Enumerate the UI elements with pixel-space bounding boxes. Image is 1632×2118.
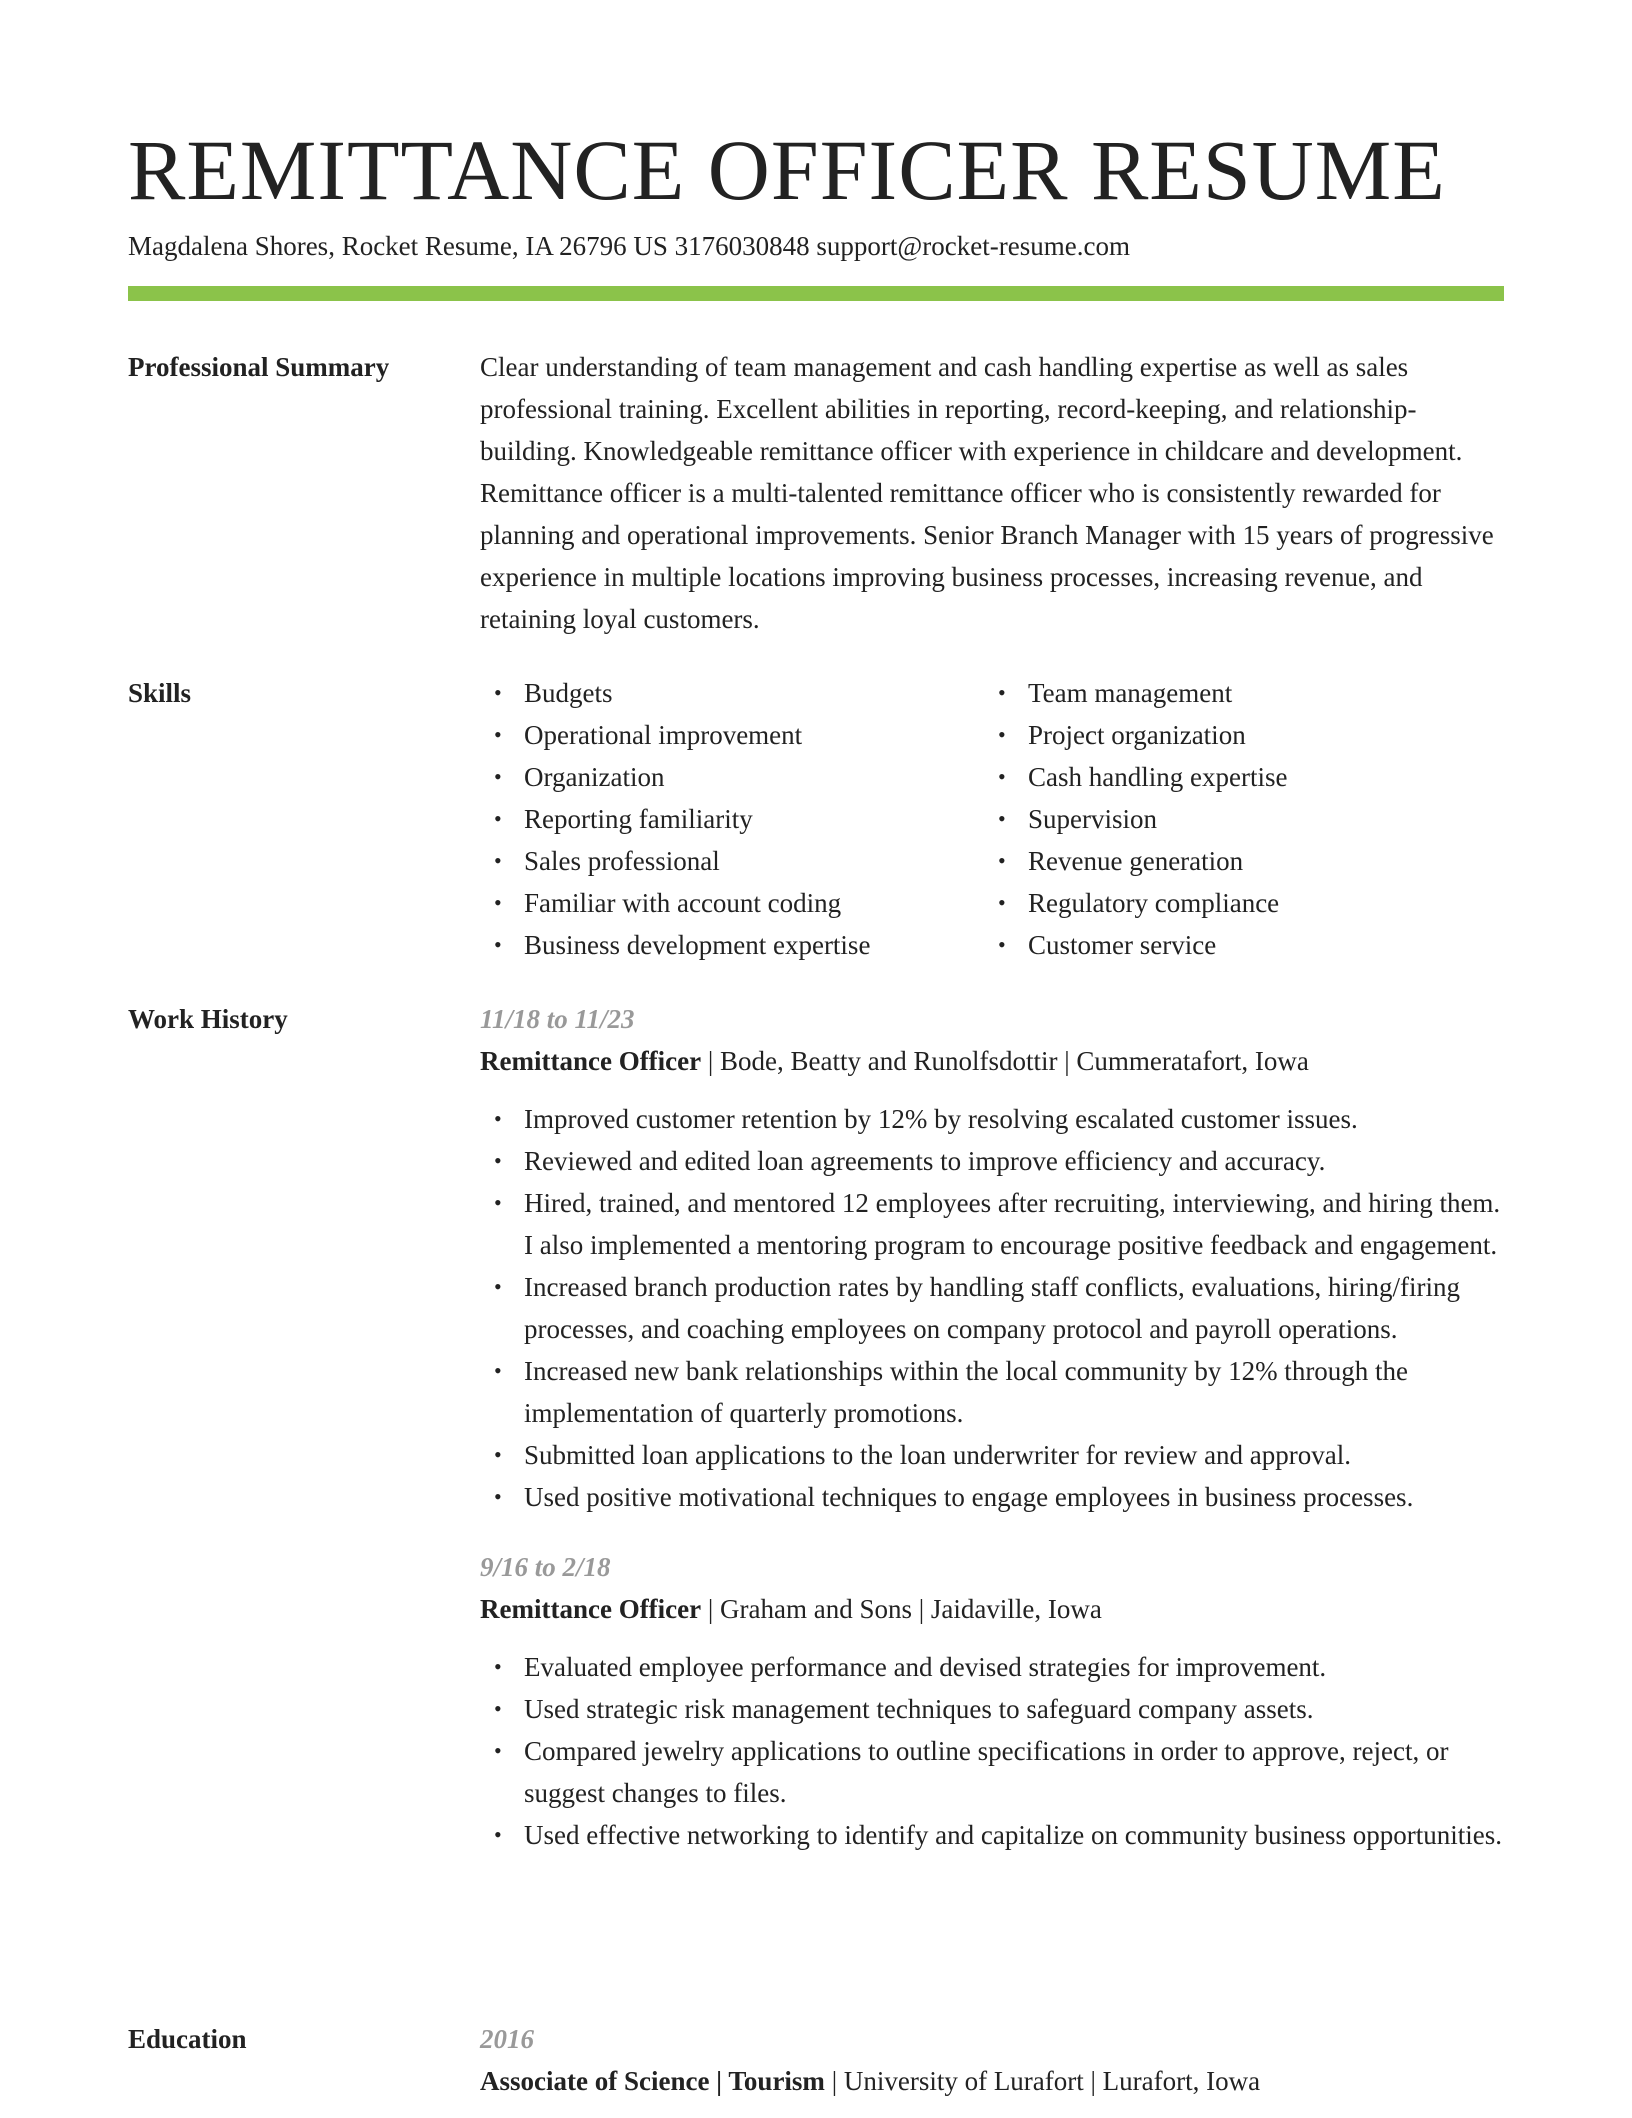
list-item-text: Operational improvement xyxy=(524,720,803,750)
list-item xyxy=(494,1476,1504,1518)
list-item-text: Sales professional xyxy=(524,846,720,876)
job-date: 11/18 to 11/23 xyxy=(480,1004,635,1034)
job-title-line xyxy=(480,1588,1504,1630)
skills-list-right xyxy=(984,672,1488,966)
bullet-icon: • xyxy=(494,806,502,831)
list-item-text: Familiar with account coding xyxy=(524,888,842,918)
list-item xyxy=(998,924,1488,966)
skills-list-left xyxy=(480,672,984,966)
contact-line: Magdalena Shores, Rocket Resume, IA 26796 US 3176030848 support@rocket-resume.com xyxy=(128,231,1130,261)
list-item-text: Reviewed and edited loan agreements to improve efficiency and accuracy. xyxy=(524,1146,1326,1176)
list-item-text: Increased new bank relationships within the local community by 12% through the implementation of quarterly promotions. xyxy=(524,1356,1409,1428)
list-item-text: Project organization xyxy=(1028,720,1246,750)
list-item-text: Compared jewelry applications to outline specifications in order to approve, reject, or suggest changes to files. xyxy=(524,1736,1449,1808)
list-item xyxy=(998,672,1488,714)
bullet-icon: • xyxy=(494,1822,502,1847)
list-item xyxy=(998,840,1488,882)
education-line xyxy=(480,2060,1504,2102)
skills-column-left xyxy=(480,672,984,966)
list-item xyxy=(494,1730,1504,1814)
job-title-line xyxy=(480,1040,1504,1082)
bullet-icon: • xyxy=(494,1106,502,1131)
list-item-text: Hired, trained, and mentored 12 employees after recruiting, interviewing, and hiring them. I also implemented a mentoring program to encourage positive feedback and engagement. xyxy=(524,1188,1501,1260)
list-item-text: Reporting familiarity xyxy=(524,804,753,834)
list-item-text: Used effective networking to identify and capitalize on community business opportunities. xyxy=(524,1820,1503,1850)
bullet-icon: • xyxy=(494,680,502,705)
list-item xyxy=(998,756,1488,798)
list-item-text: Supervision xyxy=(1028,804,1158,834)
job-role: Remittance Officer xyxy=(480,1046,702,1076)
list-item-text: Used positive motivational techniques to engage employees in business processes. xyxy=(524,1482,1414,1512)
summary-text: Clear understanding of team management and cash handling expertise as well as sales professional training. Excellent abilities in reporting, record-keeping, and relationship-building. Knowledgeable remittance officer with experience in childcare and development. Remittance officer is a multi-talented remittance officer who is consistently rewarded for planning and operational improvements. Senior Branch Manager with 15 years of progressive experience in multiple locations improving business processes, increasing revenue, and retaining loyal customers. xyxy=(480,352,1494,634)
list-item-text: Improved customer retention by 12% by resolving escalated customer issues. xyxy=(524,1104,1358,1134)
resume-header xyxy=(128,120,1504,264)
skills-body xyxy=(480,672,1504,966)
section-label-skills: Skills xyxy=(128,678,192,708)
list-item xyxy=(494,1434,1504,1476)
list-item xyxy=(494,756,984,798)
bullet-icon: • xyxy=(494,1358,502,1383)
bullet-icon: • xyxy=(998,890,1006,915)
bullet-icon: • xyxy=(998,932,1006,957)
summary-body xyxy=(480,346,1504,640)
job-details: | Bode, Beatty and Runolfsdottir | Cummeratafort, Iowa xyxy=(701,1046,1309,1076)
bullet-icon: • xyxy=(494,1274,502,1299)
education-date: 2016 xyxy=(480,2024,534,2054)
list-item-text: Customer service xyxy=(1028,930,1217,960)
bullet-icon: • xyxy=(494,848,502,873)
bullet-icon: • xyxy=(494,890,502,915)
bullet-icon: • xyxy=(494,1696,502,1721)
bullet-icon: • xyxy=(998,806,1006,831)
bullet-icon: • xyxy=(494,722,502,747)
list-item-text: Organization xyxy=(524,762,665,792)
accent-divider xyxy=(128,286,1504,301)
bullet-icon: • xyxy=(494,932,502,957)
bullet-icon: • xyxy=(494,1484,502,1509)
job-details: | Graham and Sons | Jaidaville, Iowa xyxy=(701,1594,1102,1624)
list-item xyxy=(494,882,984,924)
list-item xyxy=(494,798,984,840)
bullet-icon: • xyxy=(998,764,1006,789)
job-entry xyxy=(480,1546,1504,1856)
work-body xyxy=(480,998,1504,1884)
skills-column-right xyxy=(984,672,1488,966)
bullet-icon: • xyxy=(494,1442,502,1467)
list-item xyxy=(494,714,984,756)
job-bullets xyxy=(480,1098,1504,1518)
bullet-icon: • xyxy=(998,680,1006,705)
list-item-text: Budgets xyxy=(524,678,613,708)
list-item-text: Regulatory compliance xyxy=(1028,888,1280,918)
list-item-text: Used strategic risk management techniques to safeguard company assets. xyxy=(524,1694,1314,1724)
list-item xyxy=(494,1646,1504,1688)
bullet-icon: • xyxy=(494,1654,502,1679)
bullet-icon: • xyxy=(998,722,1006,747)
job-bullets xyxy=(480,1646,1504,1856)
education-details: | University of Lurafort | Lurafort, Iowa xyxy=(824,2066,1261,2096)
education-degree: Associate of Science | Tourism xyxy=(480,2066,825,2096)
bullet-icon: • xyxy=(494,1190,502,1215)
section-label-work: Work History xyxy=(128,1004,288,1034)
list-item xyxy=(494,1140,1504,1182)
job-entry xyxy=(480,998,1504,1518)
bullet-icon: • xyxy=(998,848,1006,873)
list-item xyxy=(494,1688,1504,1730)
job-date: 9/16 to 2/18 xyxy=(480,1552,611,1582)
bullet-icon: • xyxy=(494,1148,502,1173)
bullet-icon: • xyxy=(494,1738,502,1763)
list-item xyxy=(998,882,1488,924)
list-item xyxy=(494,840,984,882)
list-item-text: Submitted loan applications to the loan underwriter for review and approval. xyxy=(524,1440,1352,1470)
list-item-text: Cash handling expertise xyxy=(1028,762,1288,792)
list-item-text: Increased branch production rates by handling staff conflicts, evaluations, hiring/firing processes, and coaching employees on company protocol and payroll operations. xyxy=(524,1272,1460,1344)
list-item xyxy=(998,798,1488,840)
list-item xyxy=(494,1182,1504,1266)
list-item xyxy=(494,1350,1504,1434)
list-item xyxy=(494,924,984,966)
list-item xyxy=(494,1098,1504,1140)
list-item-text: Team management xyxy=(1028,678,1233,708)
section-label-education: Education xyxy=(128,2024,247,2054)
list-item-text: Revenue generation xyxy=(1028,846,1244,876)
resume-title: REMITTANCE OFFICER RESUME xyxy=(128,122,1446,218)
section-label-summary: Professional Summary xyxy=(128,352,390,382)
bullet-icon: • xyxy=(494,764,502,789)
list-item xyxy=(998,714,1488,756)
education-body xyxy=(480,2018,1504,2118)
list-item-text: Business development expertise xyxy=(524,930,871,960)
list-item xyxy=(494,1266,1504,1350)
list-item xyxy=(494,672,984,714)
list-item xyxy=(494,1814,1504,1856)
job-role: Remittance Officer xyxy=(480,1594,702,1624)
list-item-text: Evaluated employee performance and devised strategies for improvement. xyxy=(524,1652,1327,1682)
